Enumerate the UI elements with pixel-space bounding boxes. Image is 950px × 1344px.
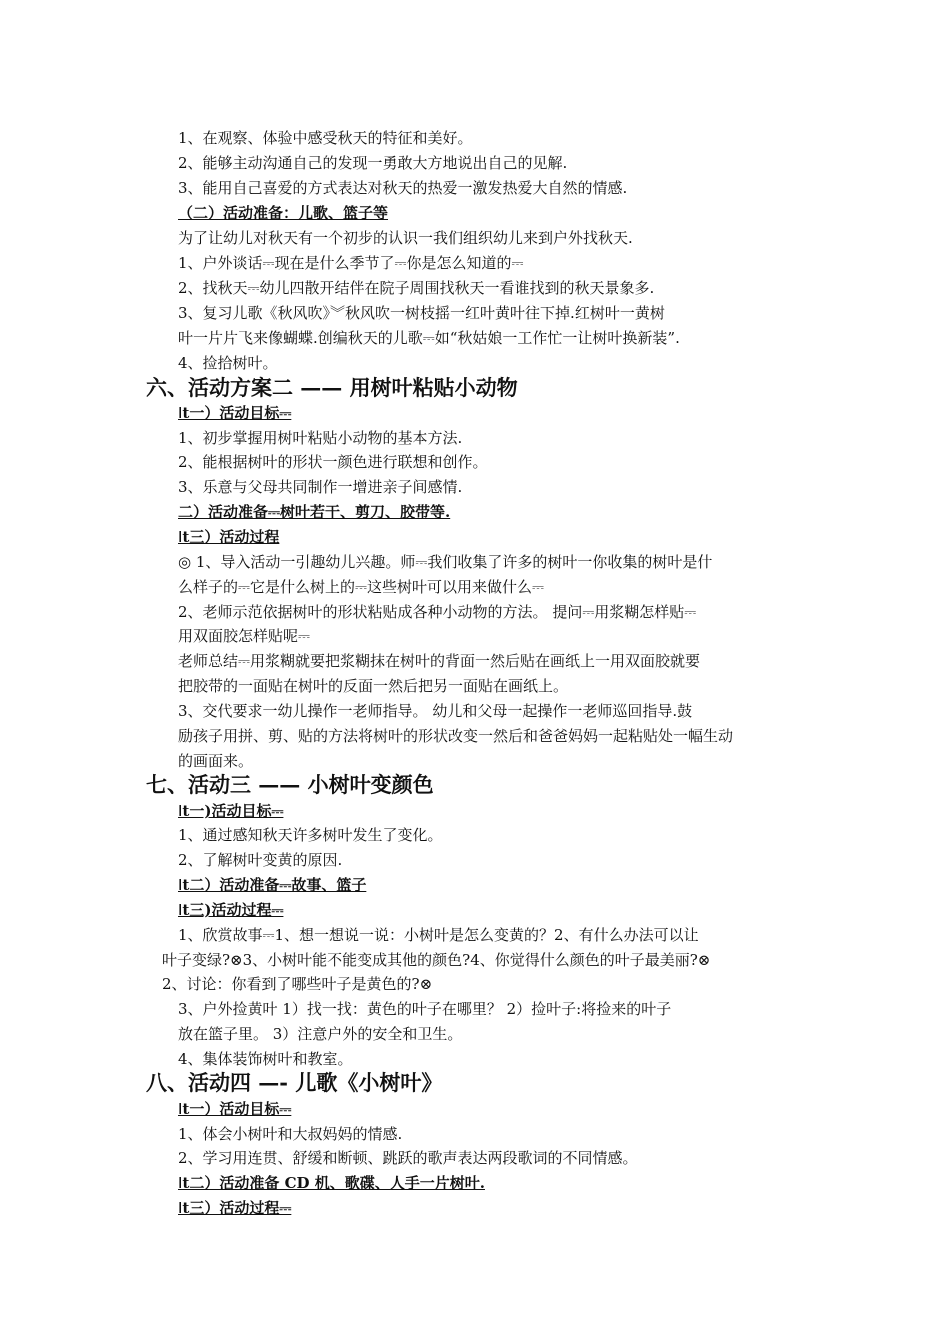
text-line: 3、户外捡黄叶 1）找一找：黄色的叶子在哪里？ 2）捡叶子:将捡来的叶子 (178, 1000, 672, 1018)
text-line: 的画面来。 (178, 752, 254, 770)
text-line: 2、了解树叶变黄的原因. (178, 851, 343, 869)
text-line: 3、能用自己喜爱的方式表达对秋天的热爱一激发热爱大自然的情感. (178, 179, 628, 197)
text-line: 4、集体装饰树叶和教室。 (178, 1050, 353, 1068)
text-line: 3、乐意与父母共同制作一增进亲子间感情. (178, 478, 463, 496)
section-heading: 六、活动方案二 —— 用树叶粘贴小动物 (146, 375, 518, 400)
text-line: 4、捡拾树叶。 (178, 354, 278, 372)
text-line: 3、复习儿歌《秋风吹》︾秋风吹一树枝摇一红叶黄叶往下掉.红树叶一黄树 (178, 304, 665, 322)
text-line: 2、能够主动沟通自己的发现一勇敢大方地说出自己的见解. (178, 154, 568, 172)
text-line: 励孩子用拼、剪、贴的方法将树叶的形状改变一然后和爸爸妈妈一起粘贴处一幅生动 (178, 727, 734, 745)
text-line: 叶一片片飞来像蝴蝶.创编秋天的儿歌⎓如“秋姑娘一工作忙一让树叶换新装”. (178, 329, 680, 347)
text-line: 叶子变绿?⊗3、小树叶能不能变成其他的颜色?4、你觉得什么颜色的叶子最美丽?⊗ (162, 951, 711, 969)
text-line: 么样子的⎓它是什么树上的⎓这些树叶可以用来做什么⎓ (178, 578, 544, 596)
text-line: 把胶带的一面贴在树叶的反面一然后把另一面贴在画纸上。 (178, 677, 569, 695)
text-line: 1、在观察、体验中感受秋天的特征和美好。 (178, 129, 473, 147)
section-heading: 八、活动四 —- 儿歌《小树叶》 (146, 1070, 443, 1095)
text-line: 1、通过感知秋天许多树叶发生了变化。 (178, 826, 443, 844)
subsection-heading: 二）活动准备⎓树叶若干、剪刀、胶带等. (178, 503, 451, 521)
text-line: 2、能根据树叶的形状一颜色进行联想和创作。 (178, 453, 488, 471)
subsection-heading: ǀt三）活动过程⎓ (178, 1199, 292, 1217)
text-line: 老师总结⎓用浆糊就要把浆糊抹在树叶的背面一然后贴在画纸上一用双面胶就要 (178, 652, 700, 670)
text-line: ◎ 1、导入活动一引趣幼儿兴趣。师⎓我们收集了许多的树叶一你收集的树叶是什 (178, 553, 713, 571)
text-line: 3、交代要求一幼儿操作一老师指导。 幼儿和父母一起操作一老师巡回指导.鼓 (178, 702, 693, 720)
subsection-heading: ǀt一)活动目标⎓ (178, 802, 284, 820)
text-line: 放在篮子里。 3）注意户外的安全和卫生。 (178, 1025, 463, 1043)
subsection-heading: ǀt一）活动目标⎓ (178, 1100, 292, 1118)
subsection-heading: ǀt二）活动准备⎓故事、篮子 (178, 876, 367, 894)
subsection-heading: ǀt一）活动目标⎓ (178, 404, 292, 422)
subsection-heading: ǀt三)活动过程⎓ (178, 901, 284, 919)
subsection-heading: ǀt三）活动过程 (178, 528, 280, 546)
text-line: 2、老师示范依据树叶的形状粘贴成各种小动物的方法。 提问⎓用浆糊怎样贴⎓ (178, 603, 697, 621)
text-line: 用双面胶怎样贴呢⎓ (178, 627, 310, 645)
text-line: 为了让幼儿对秋天有一个初步的认识一我们组织幼儿来到户外找秋天. (178, 229, 633, 247)
subsection-heading: ǀt二）活动准备 CD 机、歌碟、人手一片树叶. (178, 1174, 485, 1192)
text-line: 1、户外谈话⎓现在是什么季节了⎓你是怎么知道的⎓ (178, 254, 524, 272)
text-line: 1、体会小树叶和大叔妈妈的情感. (178, 1125, 403, 1143)
text-line: 2、讨论：你看到了哪些叶子是黄色的?⊗ (162, 975, 433, 993)
subsection-heading: （二）活动准备：儿歌、篮子等 (178, 204, 389, 222)
text-line: 2、找秋天⎓幼儿四散开结伴在院子周围找秋天一看谁找到的秋天景象多. (178, 279, 655, 297)
section-heading: 七、活动三 —— 小树叶变颜色 (146, 772, 434, 797)
text-line: 1、欣赏故事⎓1、想一想说一说：小树叶是怎么变黄的？2、有什么办法可以让 (178, 926, 699, 944)
text-line: 1、初步掌握用树叶粘贴小动物的基本方法. (178, 429, 463, 447)
text-line: 2、学习用连贯、舒缓和断顿、跳跃的歌声表达两段歌词的不同情感。 (178, 1149, 638, 1167)
